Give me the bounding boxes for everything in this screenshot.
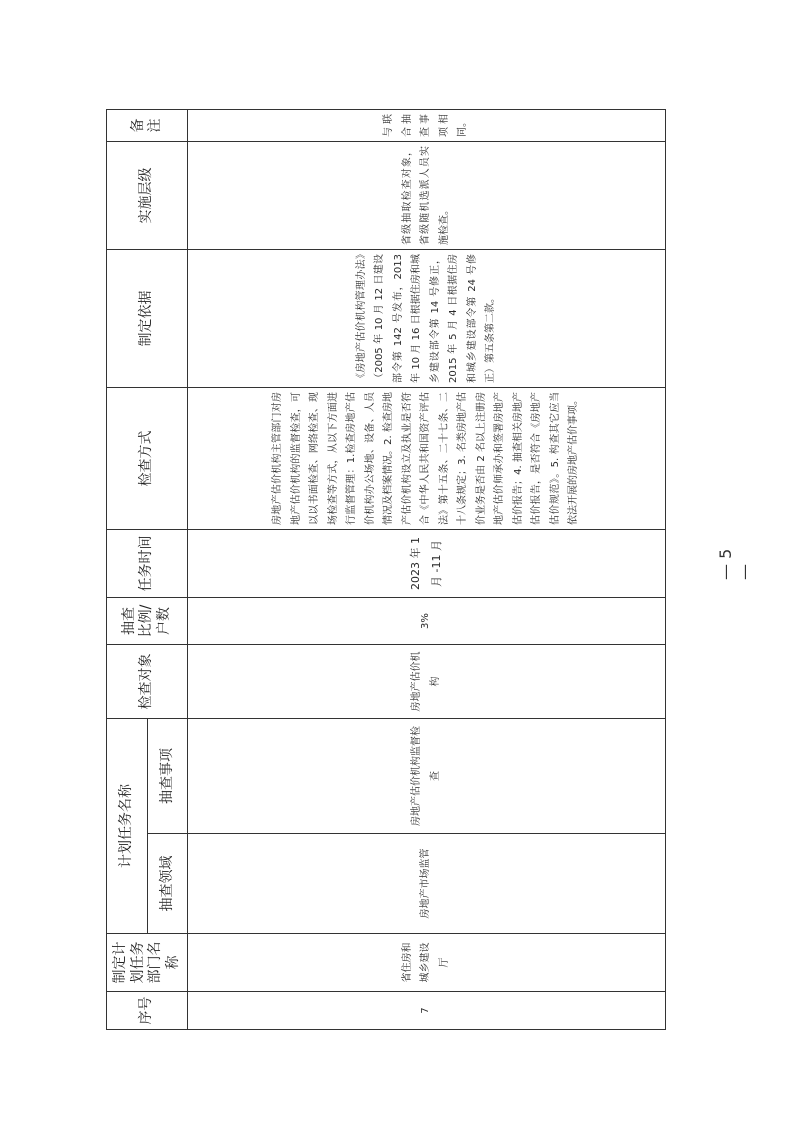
row-dept: 省住房和城乡建设厅 — [188, 934, 666, 992]
header-plan-task: 计划任务名称 — [107, 719, 148, 934]
header-item: 抽查事项 — [148, 719, 188, 834]
row-basis: 《房地产估价机构管理办法》（2005 年 10 月 12 日建设部令第 142 号发布，2013 年 10 月 16 日根据住房和城乡建设部令第 14 号修正，2015 年 5 月 4 日根据住房和城乡建设部令第 24 号修正）第五条第二款。 — [188, 250, 666, 388]
header-dept: 制定计划任务部门名称 — [107, 934, 188, 992]
header-target: 检查对象 — [107, 645, 188, 719]
header-seq: 序号 — [107, 992, 188, 1030]
row-method: 房地产估价机构主管部门对房地产估价机构的监督检查，可以以书面检查、网络检查、现场检查等方式，从以下方面进行监督管理：1.检查房地产估价机构办公场地、设备、人员情况及档案情况。2. 检查房地产估价机构设立及执业是否符合《中华人民共和国资产评估法》第十五条、二十七条、二十八条规定；3. 名类房地产估价业务是否由 2 名以上注册房地产估价师承办和签署房地产估价报告；4. 抽查相关房地产估价报告，是否符合《房地产估价规范》。5. 构查其它应当依法开展的房地产估价事项。 — [188, 388, 666, 530]
row-ratio: 3% — [188, 598, 666, 645]
header-method: 检查方式 — [107, 388, 188, 530]
row-level: 省级抽取检查对象，省级随机选派人员实施检查。 — [188, 142, 666, 250]
header-ratio: 抽查比例/户数 — [107, 598, 188, 645]
row-domain: 房地产市场监管 — [188, 834, 666, 934]
header-time: 任务时间 — [107, 530, 188, 598]
row-item: 房地产估价机构监督检查 — [188, 719, 666, 834]
rotated-table-stage — [106, 110, 666, 1030]
header-basis: 制定依据 — [107, 250, 188, 388]
inspection-plan-table — [106, 109, 666, 1030]
header-domain: 抽查领域 — [148, 834, 188, 934]
page-number: — 5 — — [716, 548, 754, 580]
row-target: 房地产估价机构 — [188, 645, 666, 719]
header-remark: 备注 — [107, 110, 188, 142]
row-time: 2023 年 1 月 -11 月 — [188, 530, 666, 598]
row-remark: 与联合抽查事项相同。 — [188, 110, 666, 142]
table-row — [188, 110, 666, 1030]
header-level: 实施层级 — [107, 142, 188, 250]
row-seq: 7 — [188, 992, 666, 1030]
